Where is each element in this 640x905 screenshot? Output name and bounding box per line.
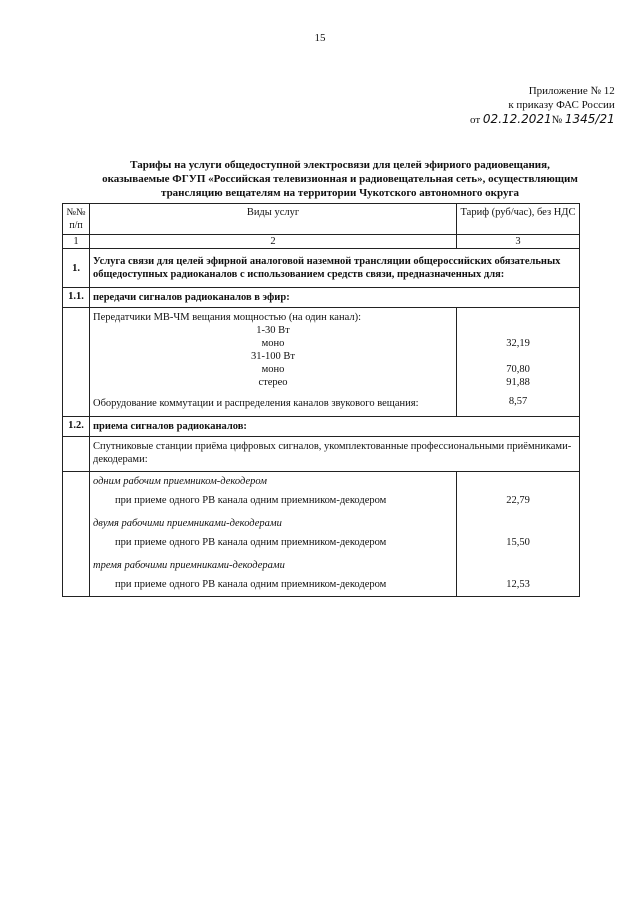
receiver-item: при приеме одного РВ канала одним приемником-декодером [115, 579, 387, 590]
satellite-row [63, 437, 580, 472]
section-text: Услуга связи для целей эфирной аналоговой наземной трансляции общероссийских обязательных общедоступных радиоканалов с использованием средств связи, предназначенных для: [90, 249, 580, 288]
satellite-desc: Спутниковые станции приёма цифровых сигналов, укомплектованные профессиональными приёмниками-декодерами: [90, 437, 580, 472]
title-line: оказываемые ФГУП «Российская телевизионная и радиовещательная сеть», осуществляющим [102, 173, 578, 185]
tariff-table [62, 203, 580, 597]
section-row [63, 417, 580, 437]
transmitter-values [457, 308, 580, 417]
empty-cell [63, 308, 90, 417]
power-range: 1-30 Вт [256, 325, 290, 336]
receiver-item: при приеме одного РВ канала одним приемником-декодером [115, 495, 387, 506]
section-row [63, 288, 580, 308]
title-line: Тарифы на услуги общедоступной электросвязи для целей эфириого радиовещания, [130, 159, 550, 171]
receiver-values [457, 472, 580, 597]
receiver-group: одним рабочим приемником-декодером [93, 476, 267, 487]
section-num: 1. [63, 249, 90, 288]
header-num: №№ п/п [63, 204, 90, 235]
appendix-order: к приказу ФАС России [508, 99, 615, 111]
index-cell: 2 [90, 235, 457, 249]
title-line: трансляцию вещателям на территории Чукотского автономного округа [161, 187, 519, 199]
header-row [63, 204, 580, 235]
tariff-value: 22,79 [506, 495, 530, 506]
power-range: 31-100 Вт [251, 351, 295, 362]
mode: стерео [258, 377, 288, 388]
receiver-item: при приеме одного РВ канала одним приемником-декодером [115, 537, 387, 548]
index-cell: 1 [63, 235, 90, 249]
section-text: передачи сигналов радиоканалов в эфир: [90, 288, 580, 308]
receiver-desc [90, 472, 457, 597]
index-row [63, 235, 580, 249]
tariff-value: 15,50 [506, 537, 530, 548]
transmitter-desc [90, 308, 457, 417]
from-label: от [470, 114, 481, 126]
transmitter-row [63, 308, 580, 417]
section-num: 1.2. [63, 417, 90, 437]
mode: моно [261, 338, 285, 349]
empty-cell [63, 472, 90, 597]
tariff-value: 8,57 [508, 396, 528, 407]
equipment-desc: Оборудование коммутации и распределения каналов звукового вещания: [93, 398, 419, 409]
appendix-date-line [470, 112, 615, 127]
tariff-value: 12,53 [506, 579, 530, 590]
receiver-group: двумя рабочими приемниками-декодерами [93, 518, 282, 529]
tariff-value: 70,80 [506, 364, 530, 375]
tx-intro: Передатчики МВ-ЧМ вещания мощностью (на один канал): [93, 312, 361, 323]
number-label: № [551, 114, 563, 126]
section-row [63, 249, 580, 288]
tariff-value: 91,88 [506, 377, 530, 388]
section-text: приема сигналов радиоканалов: [90, 417, 580, 437]
receiver-group: тремя рабочими приемниками-декодерами [93, 560, 285, 571]
appendix-block [470, 84, 615, 127]
index-cell: 3 [457, 235, 580, 249]
tariff-value: 32,19 [506, 338, 530, 349]
handwritten-number: 1345/21 [564, 112, 615, 126]
section-num: 1.1. [63, 288, 90, 308]
mode: моно [261, 364, 285, 375]
header-tariff: Тариф (руб/час), без НДС [457, 204, 580, 235]
handwritten-date: 02.12.2021 [482, 112, 552, 126]
page-number: 15 [314, 32, 326, 44]
receiver-row [63, 472, 580, 597]
header-services: Виды услуг [90, 204, 457, 235]
appendix-line: Приложение № 12 [528, 85, 615, 97]
document-title [60, 158, 620, 200]
empty-cell [63, 437, 90, 472]
